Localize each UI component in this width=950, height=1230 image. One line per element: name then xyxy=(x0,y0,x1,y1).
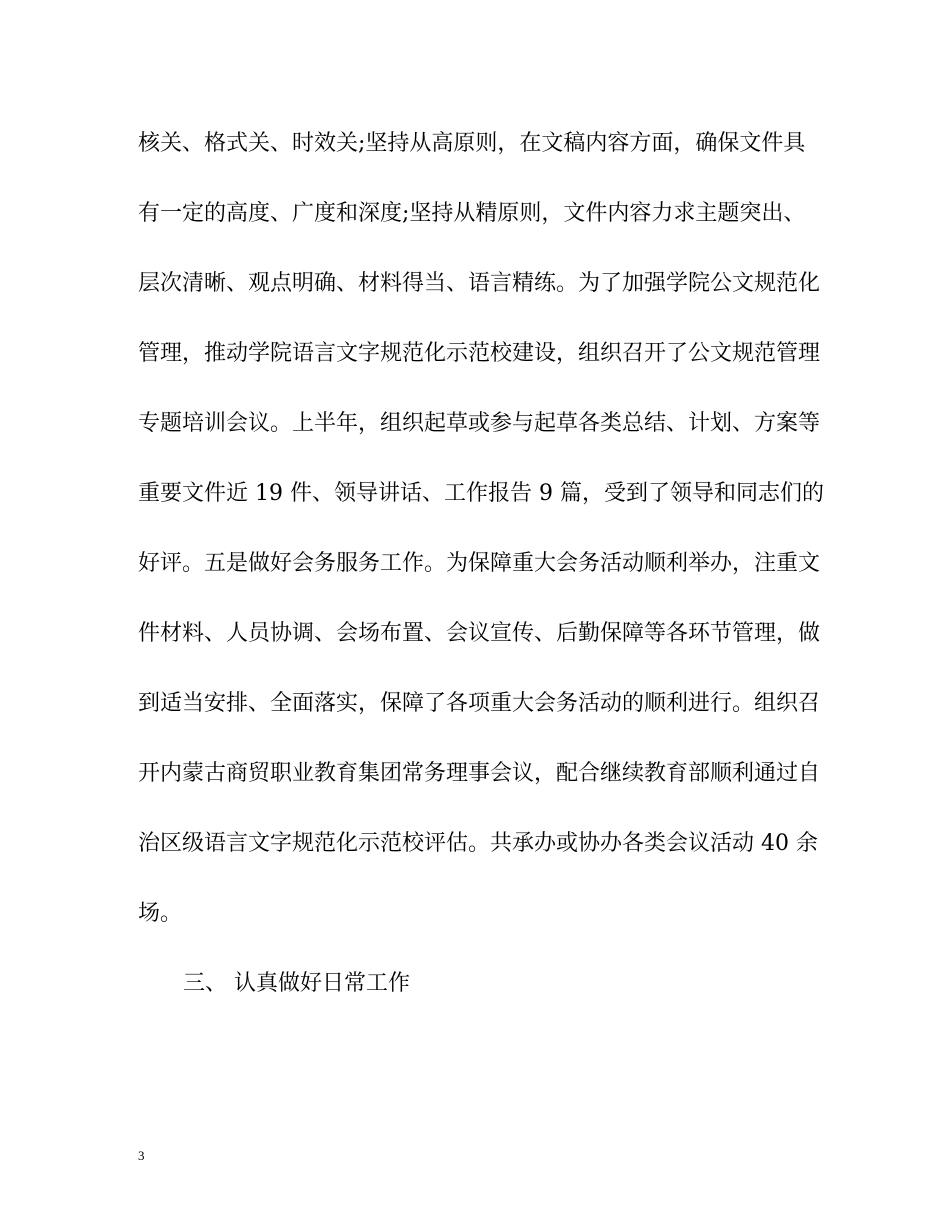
body-text-line: 重要文件近 19 件、领导讲话、工作报告 9 篇，受到了领导和同志们的 xyxy=(138,481,824,506)
body-text-line: 管理，推动学院语言文字规范化示范校建设，组织召开了公文规范管理 xyxy=(138,341,821,366)
body-text-line: 开内蒙古商贸职业教育集团常务理事会议，配合继续教育部顺利通过自 xyxy=(138,761,821,786)
body-text-line: 场。 xyxy=(138,901,183,926)
body-text-line: 核关、格式关、时效关;坚持从高原则，在文稿内容方面，确保文件具 xyxy=(138,131,806,156)
body-text-line: 治区级语言文字规范化示范校评估。共承办或协办各类会议活动 40 余 xyxy=(138,831,818,856)
body-text-line: 到适当安排、全面落实，保障了各项重大会务活动的顺利进行。组织召 xyxy=(138,691,821,716)
page-number: 3 xyxy=(138,1148,145,1163)
body-text-line: 层次清晰、观点明确、材料得当、语言精练。为了加强学院公文规范化 xyxy=(138,271,821,296)
body-text-line: 专题培训会议。上半年，组织起草或参与起草各类总结、计划、方案等 xyxy=(138,411,821,436)
body-text-line: 件材料、人员协调、会场布置、会议宣传、后勤保障等各环节管理，做 xyxy=(138,621,821,646)
section-heading: 三、 认真做好日常工作 xyxy=(183,971,410,996)
body-text-line: 有一定的高度、广度和深度;坚持从精原则，文件内容力求主题突出、 xyxy=(138,201,806,226)
body-text-line: 好评。五是做好会务服务工作。为保障重大会务活动顺利举办，注重文 xyxy=(138,551,821,576)
